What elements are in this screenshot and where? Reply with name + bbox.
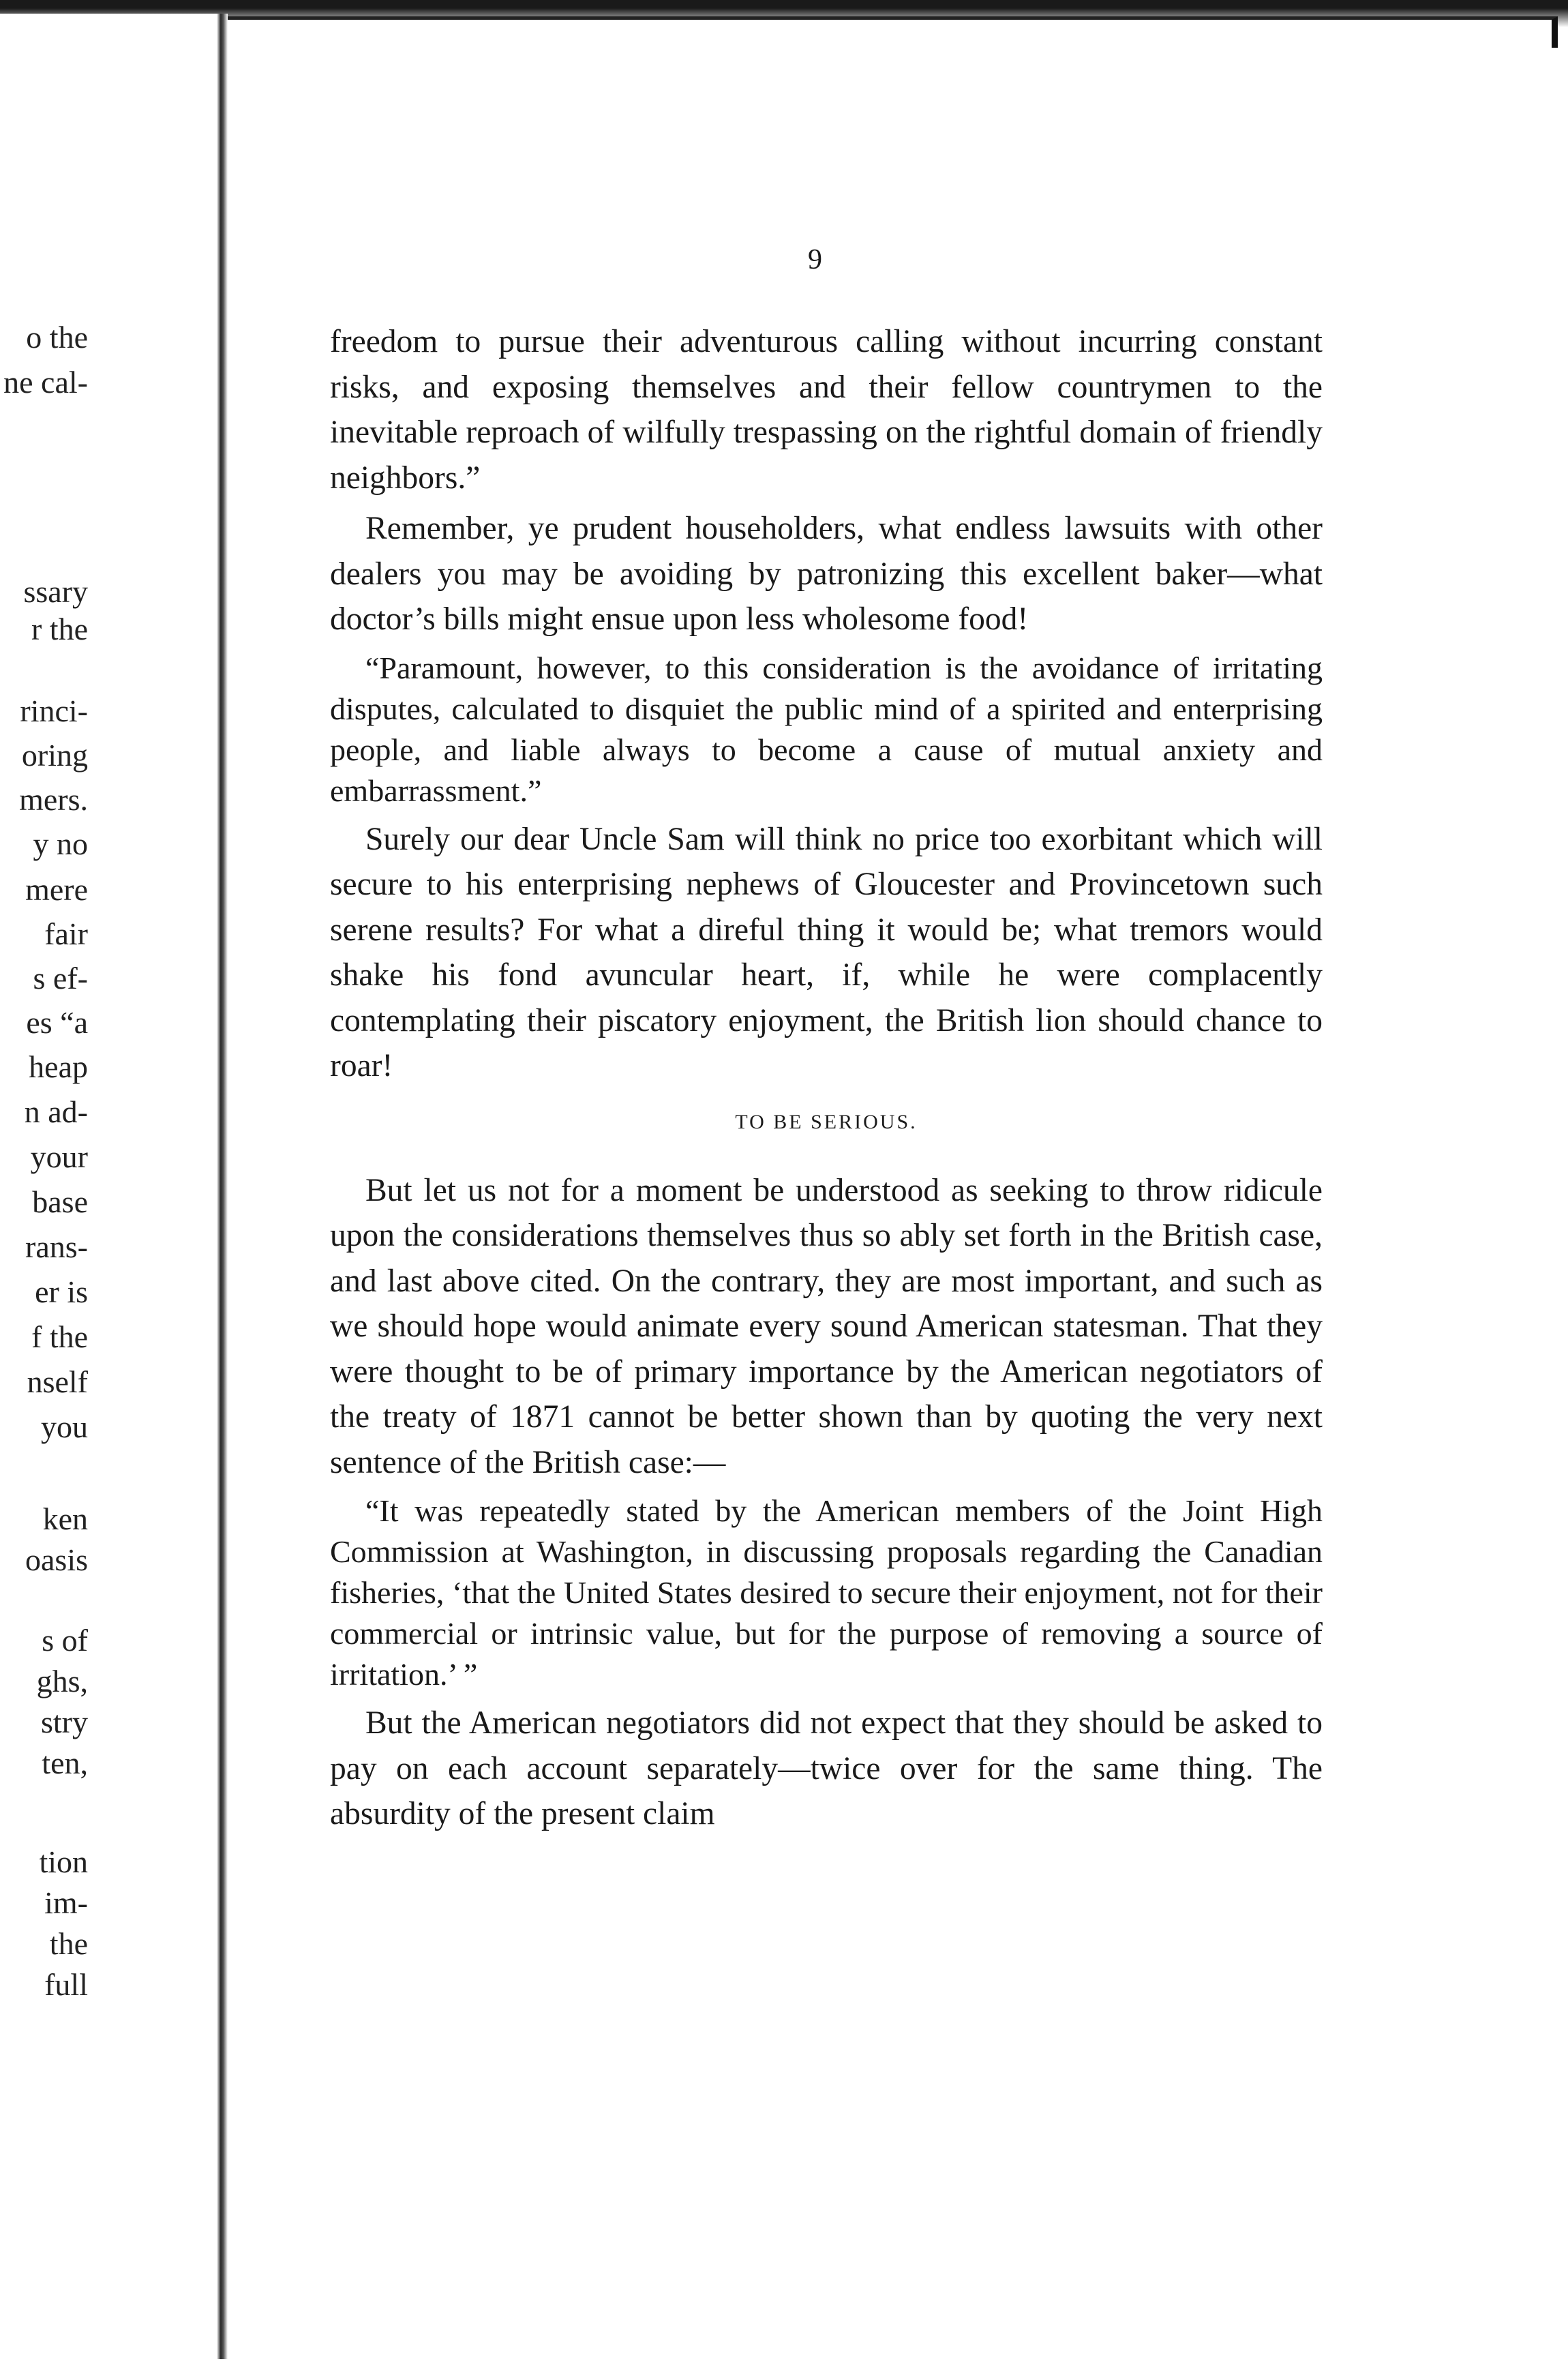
- facing-page-fragment: base: [32, 1184, 88, 1219]
- facing-page-fragment: oasis: [25, 1542, 88, 1577]
- facing-page-edge: [0, 14, 222, 2366]
- quoted-paragraph: “Paramount, however, to this consideration is the avoidance of irritating disputes, calculated to disquiet the public mind of a spirited and enterprising people, and liable always to become a cause of mutual anxiety and embarrassment.”: [330, 650, 1323, 808]
- facing-page-fragment: s ef-: [33, 961, 88, 995]
- facing-page-fragment: the: [49, 1926, 88, 1961]
- paragraph: Surely our dear Uncle Sam will think no price too exorbitant which will secure to his enterprising nephews of Gloucester and Provincetown such serene results? For what a direful thing it would be; what tremors would shake his fond avuncular heart, if, while he were complacently contemplating their piscatory enjoyment, the British lion should chance to roar!: [330, 821, 1323, 1083]
- facing-page-fragment: full: [44, 1967, 88, 2002]
- facing-page-fragment: y no: [33, 826, 88, 861]
- facing-page-fragment: f the: [31, 1319, 88, 1354]
- section-heading: TO BE SERIOUS.: [735, 1110, 918, 1133]
- paragraph: But the American negotiators did not expect that they should be asked to pay on each account separately—twice over for the same thing. The absurdity of the present claim: [330, 1705, 1323, 1831]
- facing-page-fragment: you: [41, 1409, 88, 1444]
- facing-page-fragment: stry: [41, 1705, 88, 1739]
- facing-page-fragment: mere: [25, 872, 88, 907]
- quoted-paragraph: “It was repeatedly stated by the American members of the Joint High Commission at Washington, in discussing proposals regarding the Canadian fisheries, ‘that the United States desired to secure their enjoyment, not for their commercial or intrinsic value, but for the purpose of removing a source of irritation.’ ”: [330, 1493, 1323, 1692]
- facing-page-fragment: s of: [42, 1623, 88, 1658]
- page-body: [330, 319, 1323, 1837]
- facing-page-fragment: ten,: [42, 1746, 88, 1780]
- facing-page-fragment: ghs,: [36, 1664, 88, 1698]
- facing-page-fragment: oring: [21, 738, 88, 773]
- facing-page-fragment: rinci-: [20, 693, 88, 728]
- facing-page-fragment: ken: [42, 1501, 88, 1536]
- page-number: 9: [808, 244, 822, 275]
- facing-page-fragment: rans-: [25, 1229, 88, 1264]
- facing-page-fragment: im-: [44, 1885, 88, 1920]
- facing-page-fragment: fair: [44, 916, 88, 951]
- facing-page-fragment: ssary: [23, 574, 88, 609]
- paragraph: But let us not for a moment be understood as seeking to throw ridicule upon the considerations themselves thus so ably set forth in the British case, and last above cited. On the contrary, they are most important, and such as we should hope would animate every sound American statesman. That they were thought to be of primary importance by the American negotiators of the treaty of 1871 cannot be better shown than by quoting the very next sentence of the British case:—: [330, 1172, 1323, 1480]
- facing-page-fragment: tion: [39, 1844, 88, 1879]
- facing-page-fragment: mers.: [19, 782, 88, 817]
- facing-page-fragment: n ad-: [24, 1094, 88, 1129]
- facing-page-fragment: es “a: [26, 1005, 88, 1040]
- facing-page-fragment: nself: [27, 1364, 88, 1399]
- facing-page-fragment: your: [30, 1139, 88, 1174]
- facing-page-fragment: r the: [31, 612, 88, 646]
- book-gutter: [217, 14, 228, 2359]
- page-edge-shadow: [1552, 48, 1568, 2352]
- paragraph: Remember, ye prudent householders, what endless lawsuits with other dealers you may be avoiding by patronizing this excellent baker—what doctor’s bills might ensue upon less wholesome food!: [330, 511, 1323, 637]
- facing-page-fragment: er is: [35, 1274, 88, 1309]
- facing-page-fragment: ne cal-: [3, 365, 88, 400]
- paragraph: freedom to pursue their adventurous calling without incurring constant risks, and exposing themselves and their fellow countrymen to the inevitable reproach of wilfully trespassing on the rightful domain of friendly neighbors.”: [330, 324, 1323, 496]
- facing-page-fragment: o the: [26, 320, 88, 355]
- facing-page-fragment: heap: [29, 1049, 88, 1084]
